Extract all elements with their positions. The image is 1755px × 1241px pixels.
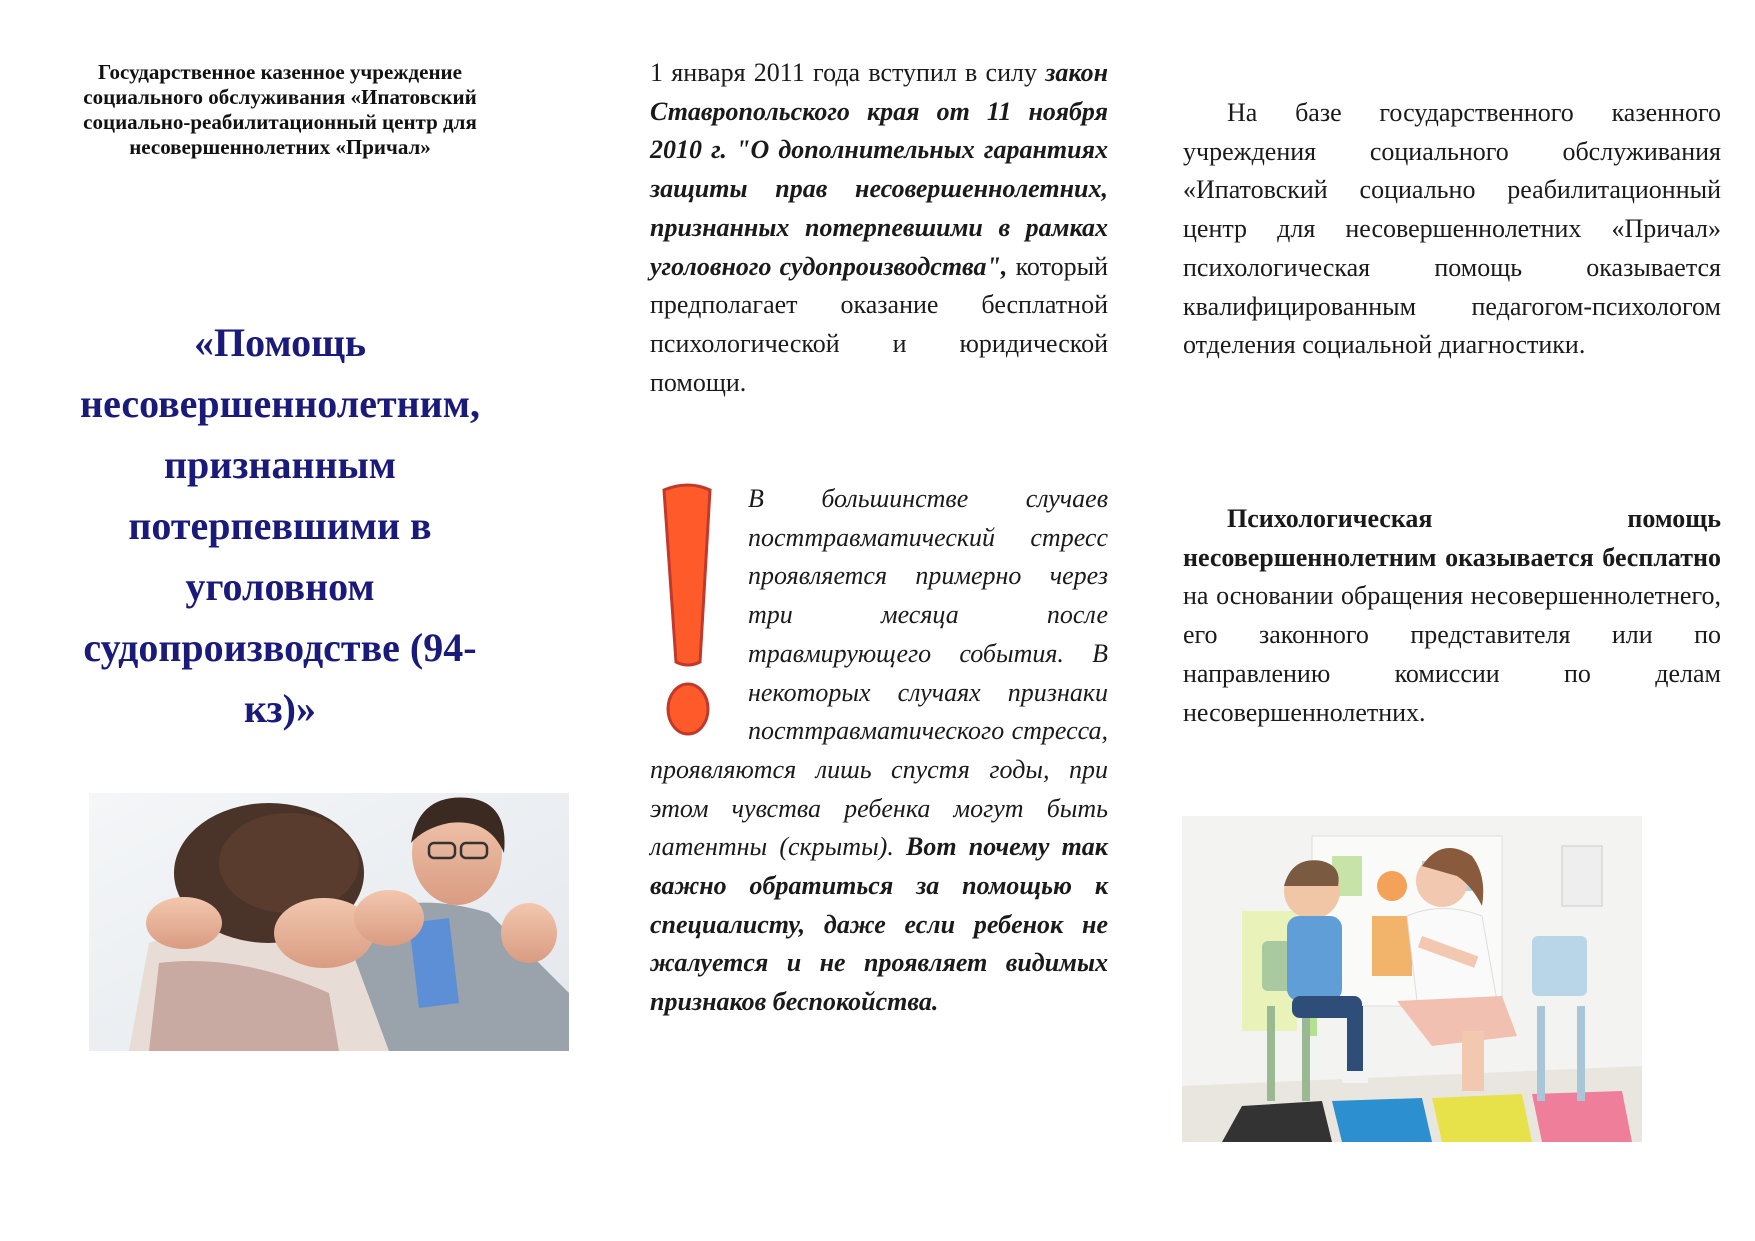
comforting-photo <box>89 793 569 1051</box>
psychologist-session-photo <box>1182 816 1642 1142</box>
stress-paragraph <box>650 480 1108 1022</box>
seek-help-text: Вот почему так важно обратиться за помощью к специалисту, даже если ребенок не жалуется и не проявляет видимых признаков беспокойства. <box>650 832 1108 1017</box>
center-info-paragraph: На базе государственного казенного учреждения социального обслуживания «Ипатовский социально реабилитационный центр для несовершеннолетних «Причал» психологическая помощь оказывается квалифицированным педагогом-психологом отделения социальной диагностики. <box>1183 98 1721 360</box>
free-help-bold: Психологическая помощь несовершеннолетним оказывается бесплатно <box>1183 504 1721 572</box>
stress-text: В большинстве случаев посттравматический стресс проявляется примерно через три месяца после травмирующего события. В некоторых случаях признаки посттравматического стресса, проявляются лишь спустя годы, при этом чувства ребенка могут быть латентны (скрыты). <box>650 484 1108 862</box>
law-paragraph <box>650 54 1108 402</box>
law-title: закон Ставропольского края от 11 ноября 2010 г. "О дополнительных гарантиях защиты прав несовершеннолетних, признанных потерпевшими в рамках уголовного судопроизводства", <box>650 58 1108 281</box>
free-help-paragraph <box>1183 500 1721 732</box>
exclamation-icon <box>648 480 748 748</box>
brochure-title: «Помощь несовершеннолетним, признанным потерпевшими в уголовном судопроизводстве (94-кз)» <box>80 320 480 731</box>
organization-name: Государственное казенное учреждение социального обслуживания «Ипатовский социально-реабилитационный центр для несовершеннолетних «Причал» <box>83 60 477 159</box>
free-help-text: на основании обращения несовершеннолетнего, его законного представителя или по направлению комиссии по делам несовершеннолетних. <box>1183 581 1721 727</box>
law-intro: 1 января 2011 года вступил в силу <box>650 58 1046 87</box>
law-description: который предполагает оказание бесплатной психологической и юридической помощи. <box>650 251 1108 397</box>
